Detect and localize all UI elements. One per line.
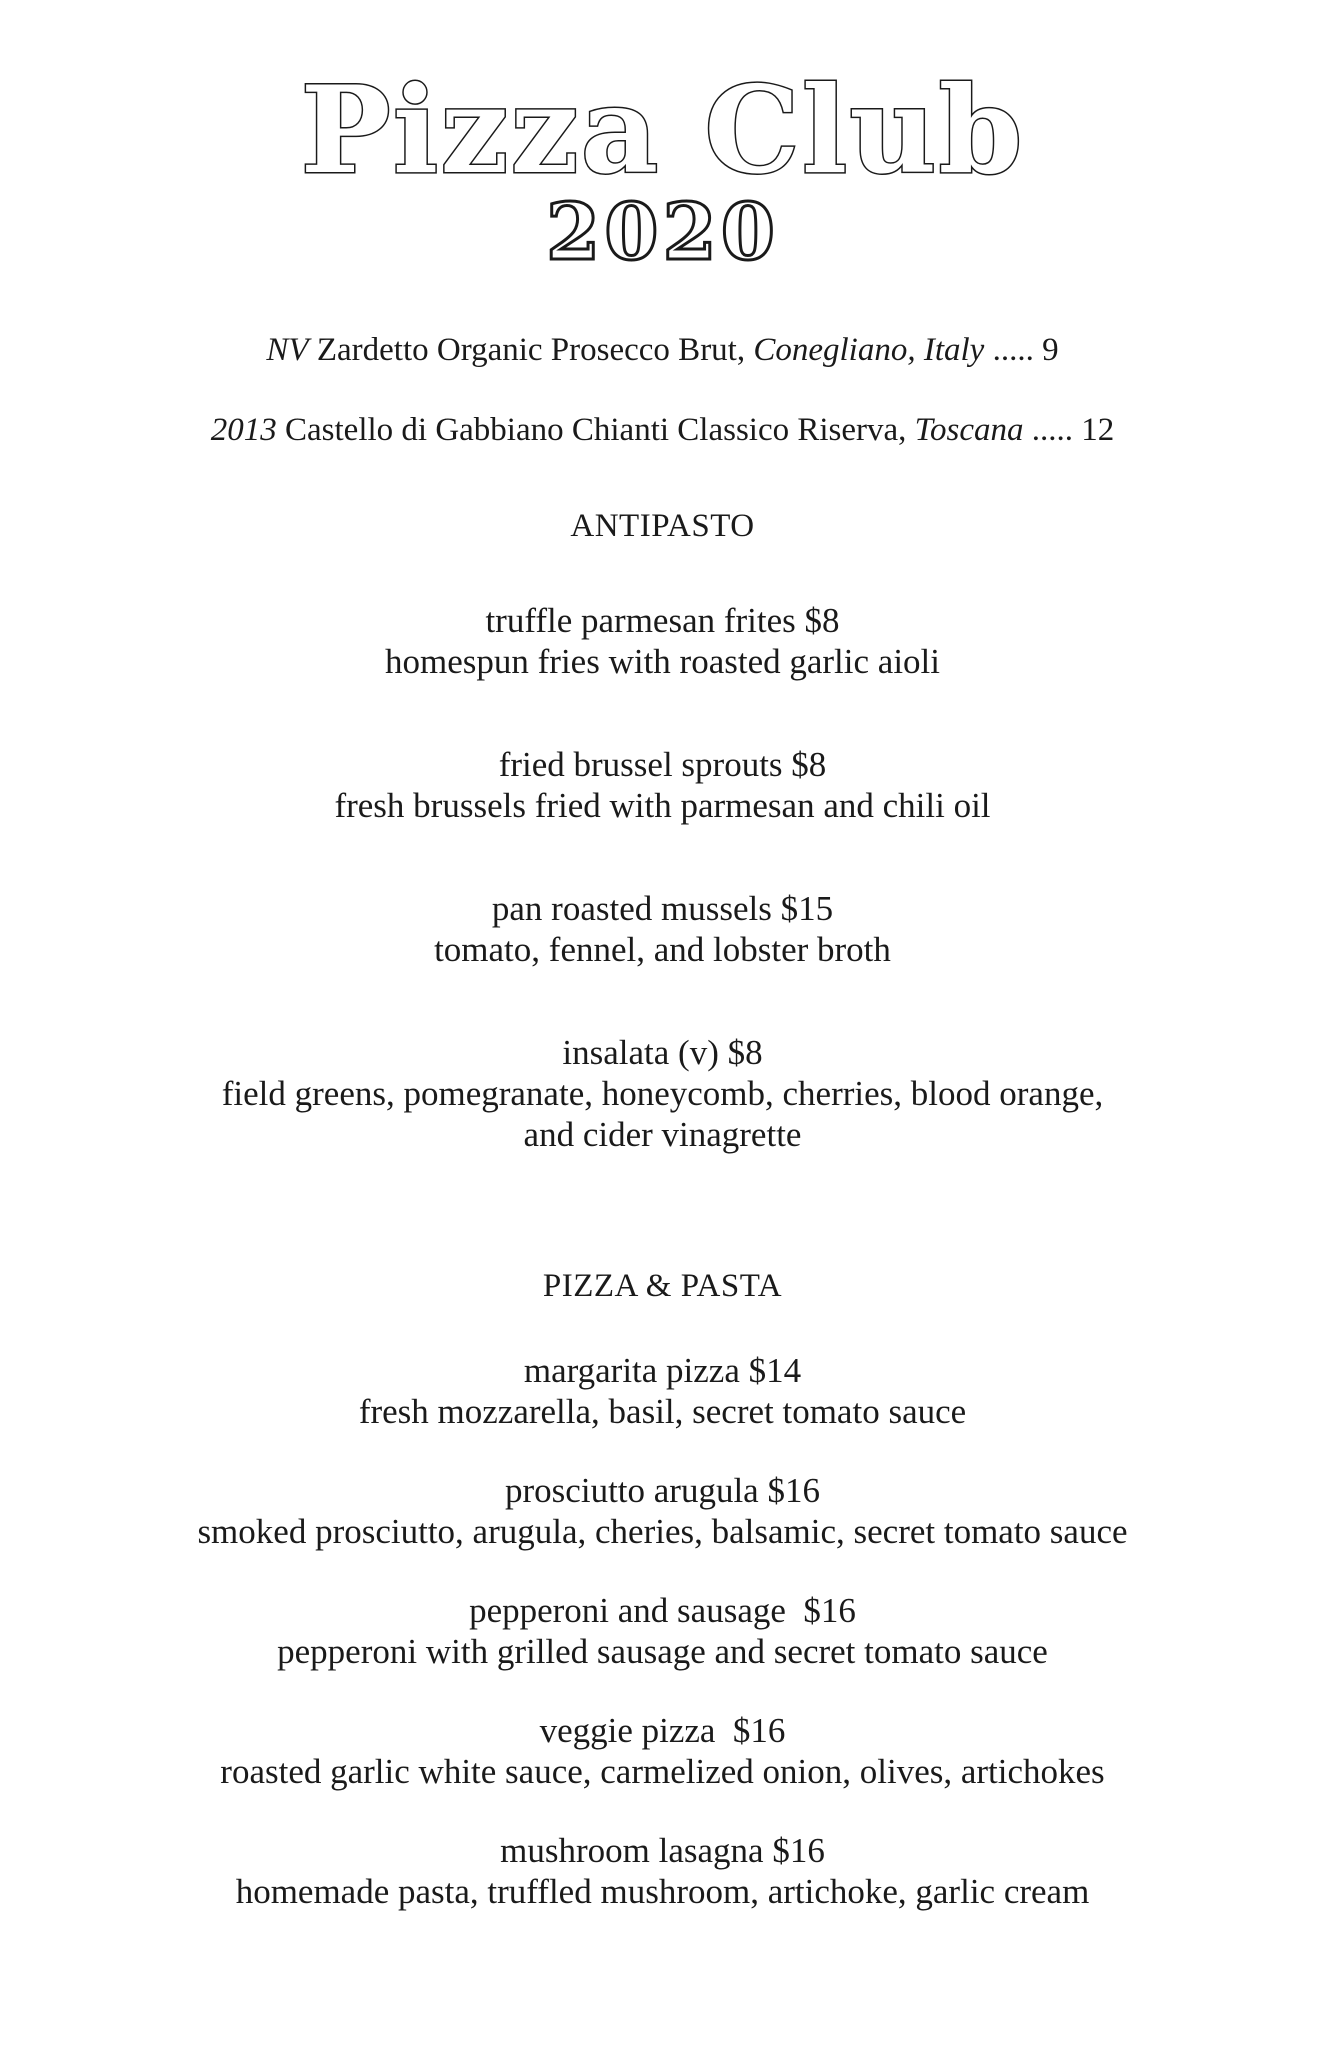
wine-region: Conegliano, Italy xyxy=(753,332,985,368)
wine-line xyxy=(0,410,1325,450)
menu-item-description: tomato, fennel, and lobster broth xyxy=(434,930,891,969)
menu-item-name: pan roasted mussels $15 xyxy=(491,889,834,928)
menu-item xyxy=(0,744,1325,826)
menu-title: Pizza Club xyxy=(300,60,1025,201)
wine-name: Castello di Gabbiano Chianti Classico Riserva, xyxy=(276,412,915,448)
section-heading-antipasto: ANTIPASTO xyxy=(570,508,755,544)
menu-item-name: fried brussel sprouts $8 xyxy=(498,745,827,784)
wine-region: Toscana xyxy=(914,412,1024,448)
menu-item-name: truffle parmesan frites $8 xyxy=(485,601,840,640)
wine-price: ..... 12 xyxy=(1023,412,1115,448)
wine-name: Zardetto Organic Prosecco Brut, xyxy=(308,332,754,368)
menu-item-description: field greens, pomegranate, honeycomb, cherries, blood orange, xyxy=(221,1074,1104,1113)
menu-item-name: mushroom lasagna $16 xyxy=(500,1831,825,1870)
menu-item-description: fresh mozzarella, basil, secret tomato sauce xyxy=(358,1392,967,1431)
menu-item-name: insalata (v) $8 xyxy=(562,1033,763,1072)
menu-item-description: homemade pasta, truffled mushroom, artichoke, garlic cream xyxy=(235,1872,1090,1911)
wine-vintage: NV xyxy=(266,332,309,368)
wine-line xyxy=(0,330,1325,370)
menu-year: 2020 xyxy=(545,187,780,278)
menu-item xyxy=(0,1830,1325,1912)
menu-item-description: roasted garlic white sauce, carmelized onion, olives, artichokes xyxy=(220,1752,1105,1791)
menu-item-description: smoked prosciutto, arugula, cheries, balsamic, secret tomato sauce xyxy=(197,1512,1128,1551)
menu-item xyxy=(0,1590,1325,1672)
section-heading-pizza-pasta: PIZZA & PASTA xyxy=(542,1268,783,1304)
menu-item xyxy=(0,888,1325,970)
wine-price: ..... 9 xyxy=(984,332,1059,368)
wine-vintage: 2013 xyxy=(210,412,277,448)
menu-item xyxy=(0,1032,1325,1155)
menu-item-description: homespun fries with roasted garlic aioli xyxy=(385,642,940,681)
menu-item xyxy=(0,1710,1325,1792)
menu-item xyxy=(0,1350,1325,1432)
menu-item-name: veggie pizza $16 xyxy=(539,1711,786,1750)
menu-item xyxy=(0,1470,1325,1552)
menu-item-name: pepperoni and sausage $16 xyxy=(469,1591,856,1630)
menu-item xyxy=(0,600,1325,682)
menu-item-description: pepperoni with grilled sausage and secret tomato sauce xyxy=(277,1632,1048,1671)
menu-item-name: prosciutto arugula $16 xyxy=(505,1471,820,1510)
menu-item-description: and cider vinagrette xyxy=(523,1115,802,1154)
menu-item-name: margarita pizza $14 xyxy=(523,1351,802,1390)
menu-item-description: fresh brussels fried with parmesan and chili oil xyxy=(334,786,991,825)
